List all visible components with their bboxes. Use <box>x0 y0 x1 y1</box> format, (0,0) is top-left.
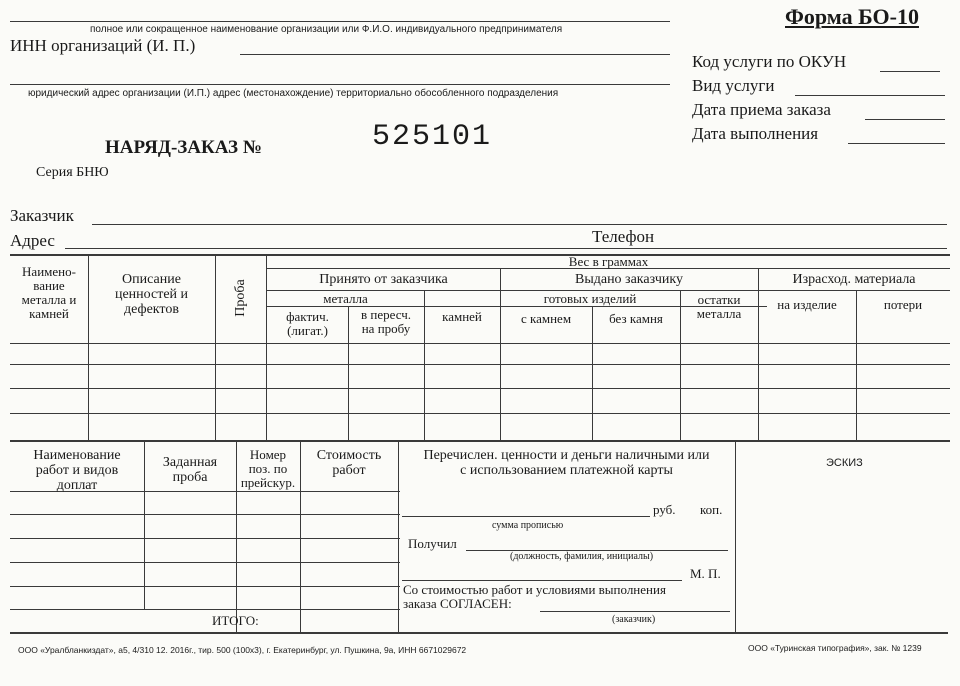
completion-date-line <box>848 143 945 144</box>
order-date-line <box>865 119 945 120</box>
with-stone-header: с камнем <box>520 311 572 326</box>
weight-header: Вес в граммах <box>568 254 649 269</box>
metal-rest-header: остатки металла <box>696 292 742 321</box>
col-desc-header: Описание ценностей и дефектов <box>114 272 189 317</box>
customer-caption: (заказчик) <box>612 614 656 625</box>
total-label: ИТОГО: <box>212 613 259 628</box>
order-number: 525101 <box>372 120 493 154</box>
address-label: Адрес <box>10 231 55 250</box>
accepted-header: Принято от заказчика <box>319 272 448 287</box>
issued-header: Выдано заказчику <box>574 272 683 287</box>
rub-label: руб. <box>653 502 676 517</box>
without-stone-header: без камня <box>609 311 663 326</box>
received-label: Получил <box>408 536 457 551</box>
service-type-label: Вид услуги <box>692 76 775 95</box>
org-name-line <box>10 21 670 22</box>
agree-text: Со стоимостью работ и условиями выполнения заказа СОГЛАСЕН: <box>403 582 666 611</box>
received-caption: (должность, фамилия, инициалы) <box>510 551 654 562</box>
inn-line <box>240 54 670 55</box>
finished-header: готовых изделий <box>543 291 637 306</box>
okun-line <box>880 71 940 72</box>
inn-label: ИНН организаций (И. П.) <box>10 36 196 55</box>
spent-header: Израсход. материала <box>792 272 916 287</box>
on-product-header: на изделие <box>777 297 837 312</box>
customer-address-line <box>65 248 947 249</box>
order-title: НАРЯД-ЗАКАЗ № <box>105 137 262 158</box>
phone-label: Телефон <box>592 227 655 246</box>
fact-header: фактич. (лигат.) <box>286 309 329 338</box>
sketch-label: ЭСКИЗ <box>826 457 863 469</box>
given-proba-header: Заданная проба <box>162 455 218 485</box>
stamp-label: М. П. <box>690 566 721 581</box>
payment-header: Перечислен. ценности и деньги наличными или с использованием платежной карты <box>423 448 710 478</box>
sum-words-caption: сумма прописью <box>492 520 564 531</box>
org-name-caption: полное или сокращенное наименование организации или Ф.И.О. индивидуального предпринимателя <box>90 24 563 35</box>
table2-bottom-border <box>10 632 948 634</box>
okun-label: Код услуги по ОКУН <box>692 52 847 71</box>
order-date-label: Дата приема заказа <box>692 100 831 119</box>
losses-header: потери <box>883 297 923 312</box>
work-cost-header: Стоимость работ <box>316 448 382 478</box>
service-type-line <box>795 95 945 96</box>
recalc-header: в пересч. на пробу <box>360 307 411 336</box>
form-title: Форма БО-10 <box>785 4 919 29</box>
col-name-header: Наимено- вание металла и камней <box>21 264 77 321</box>
footer-left: ООО «Уралбланкиздат», а5, 4/310 12. 2016г., тир. 500 (100х3), г. Екатеринбург, ул. Пушкина, 9а, ИНН 6671029672 <box>18 645 467 655</box>
table1-bottom-border <box>10 440 950 442</box>
address-line <box>10 84 670 85</box>
stones-header: камней <box>442 309 482 324</box>
footer-right: ООО «Туринская типография», зак. № 1239 <box>748 643 922 653</box>
customer-line <box>92 224 947 225</box>
completion-date-label: Дата выполнения <box>692 124 819 143</box>
customer-label: Заказчик <box>10 206 74 225</box>
col-proba-header: Проба <box>233 279 248 317</box>
kop-label: коп. <box>700 502 723 517</box>
price-no-header: Номер поз. по прейскур. <box>240 447 296 490</box>
address-caption: юридический адрес организации (И.П.) адрес (местонахождение) территориально обособленного подразделения <box>28 88 559 99</box>
metal-header: металла <box>323 291 368 306</box>
series-label: Серия БНЮ <box>36 165 109 180</box>
work-name-header: Наименование работ и видов доплат <box>33 448 121 493</box>
